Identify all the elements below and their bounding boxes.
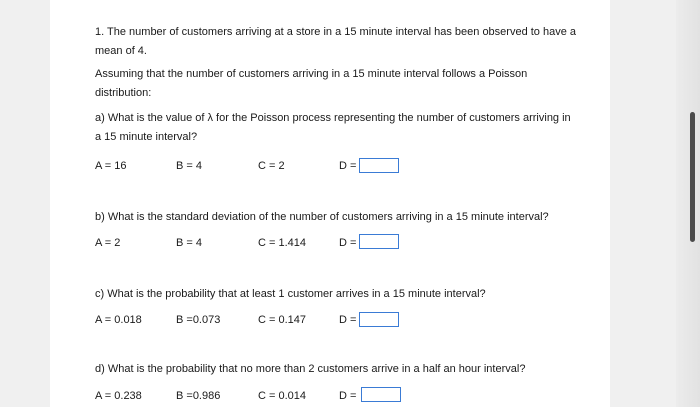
question-c-text <box>95 285 615 304</box>
option-d-label: D = <box>339 237 357 249</box>
question-b-line-1: b) What is the standard deviation of the number of customers arriving in a 15 minute interval? <box>95 211 549 223</box>
scrollbar-thumb[interactable] <box>690 112 695 242</box>
answer-input-b[interactable] <box>359 234 399 249</box>
intro-text <box>95 23 615 61</box>
option-b: B =0.986 <box>176 390 221 402</box>
option-c: C = 0.014 <box>258 390 307 402</box>
question-c-line-1: c) What is the probability that at least 1 customer arrives in a 15 minute interval? <box>95 288 486 300</box>
option-a: A = 0.018 <box>95 314 142 326</box>
option-a: A = 16 <box>95 160 127 172</box>
question-a-line-1: a) What is the value of λ for the Poisson process representing the number of customers arriving in <box>95 112 571 124</box>
option-c: C = 0.147 <box>258 314 307 326</box>
option-c: C = 2 <box>258 160 285 172</box>
option-a: A = 0.238 <box>95 390 142 402</box>
assumption-text <box>95 65 615 103</box>
option-a: A = 2 <box>95 237 121 249</box>
answer-input-d[interactable] <box>361 387 401 402</box>
option-b: B =0.073 <box>176 314 221 326</box>
scrollbar-track[interactable] <box>676 0 700 407</box>
intro-line-2: mean of 4. <box>95 45 147 57</box>
assumption-line-1: Assuming that the number of customers arriving in a 15 minute interval follows a Poisson <box>95 68 528 80</box>
option-c: C = 1.414 <box>258 237 307 249</box>
question-d-text <box>95 360 615 379</box>
question-b-text <box>95 208 615 227</box>
answer-input-a[interactable] <box>359 158 399 173</box>
option-b: B = 4 <box>176 160 202 172</box>
assumption-line-2: distribution: <box>95 87 152 99</box>
answer-input-c[interactable] <box>359 312 399 327</box>
option-d-label: D = <box>339 390 357 402</box>
question-a-line-2: a 15 minute interval? <box>95 131 198 143</box>
question-page <box>50 0 610 407</box>
option-d-label: D = <box>339 160 357 172</box>
option-d-label: D = <box>339 314 357 326</box>
option-b: B = 4 <box>176 237 202 249</box>
question-a-text <box>95 109 615 147</box>
question-d-line-1: d) What is the probability that no more than 2 customers arrive in a half an hour interval? <box>95 363 526 375</box>
intro-line-1: 1. The number of customers arriving at a store in a 15 minute interval has been observed to have a <box>95 26 577 38</box>
